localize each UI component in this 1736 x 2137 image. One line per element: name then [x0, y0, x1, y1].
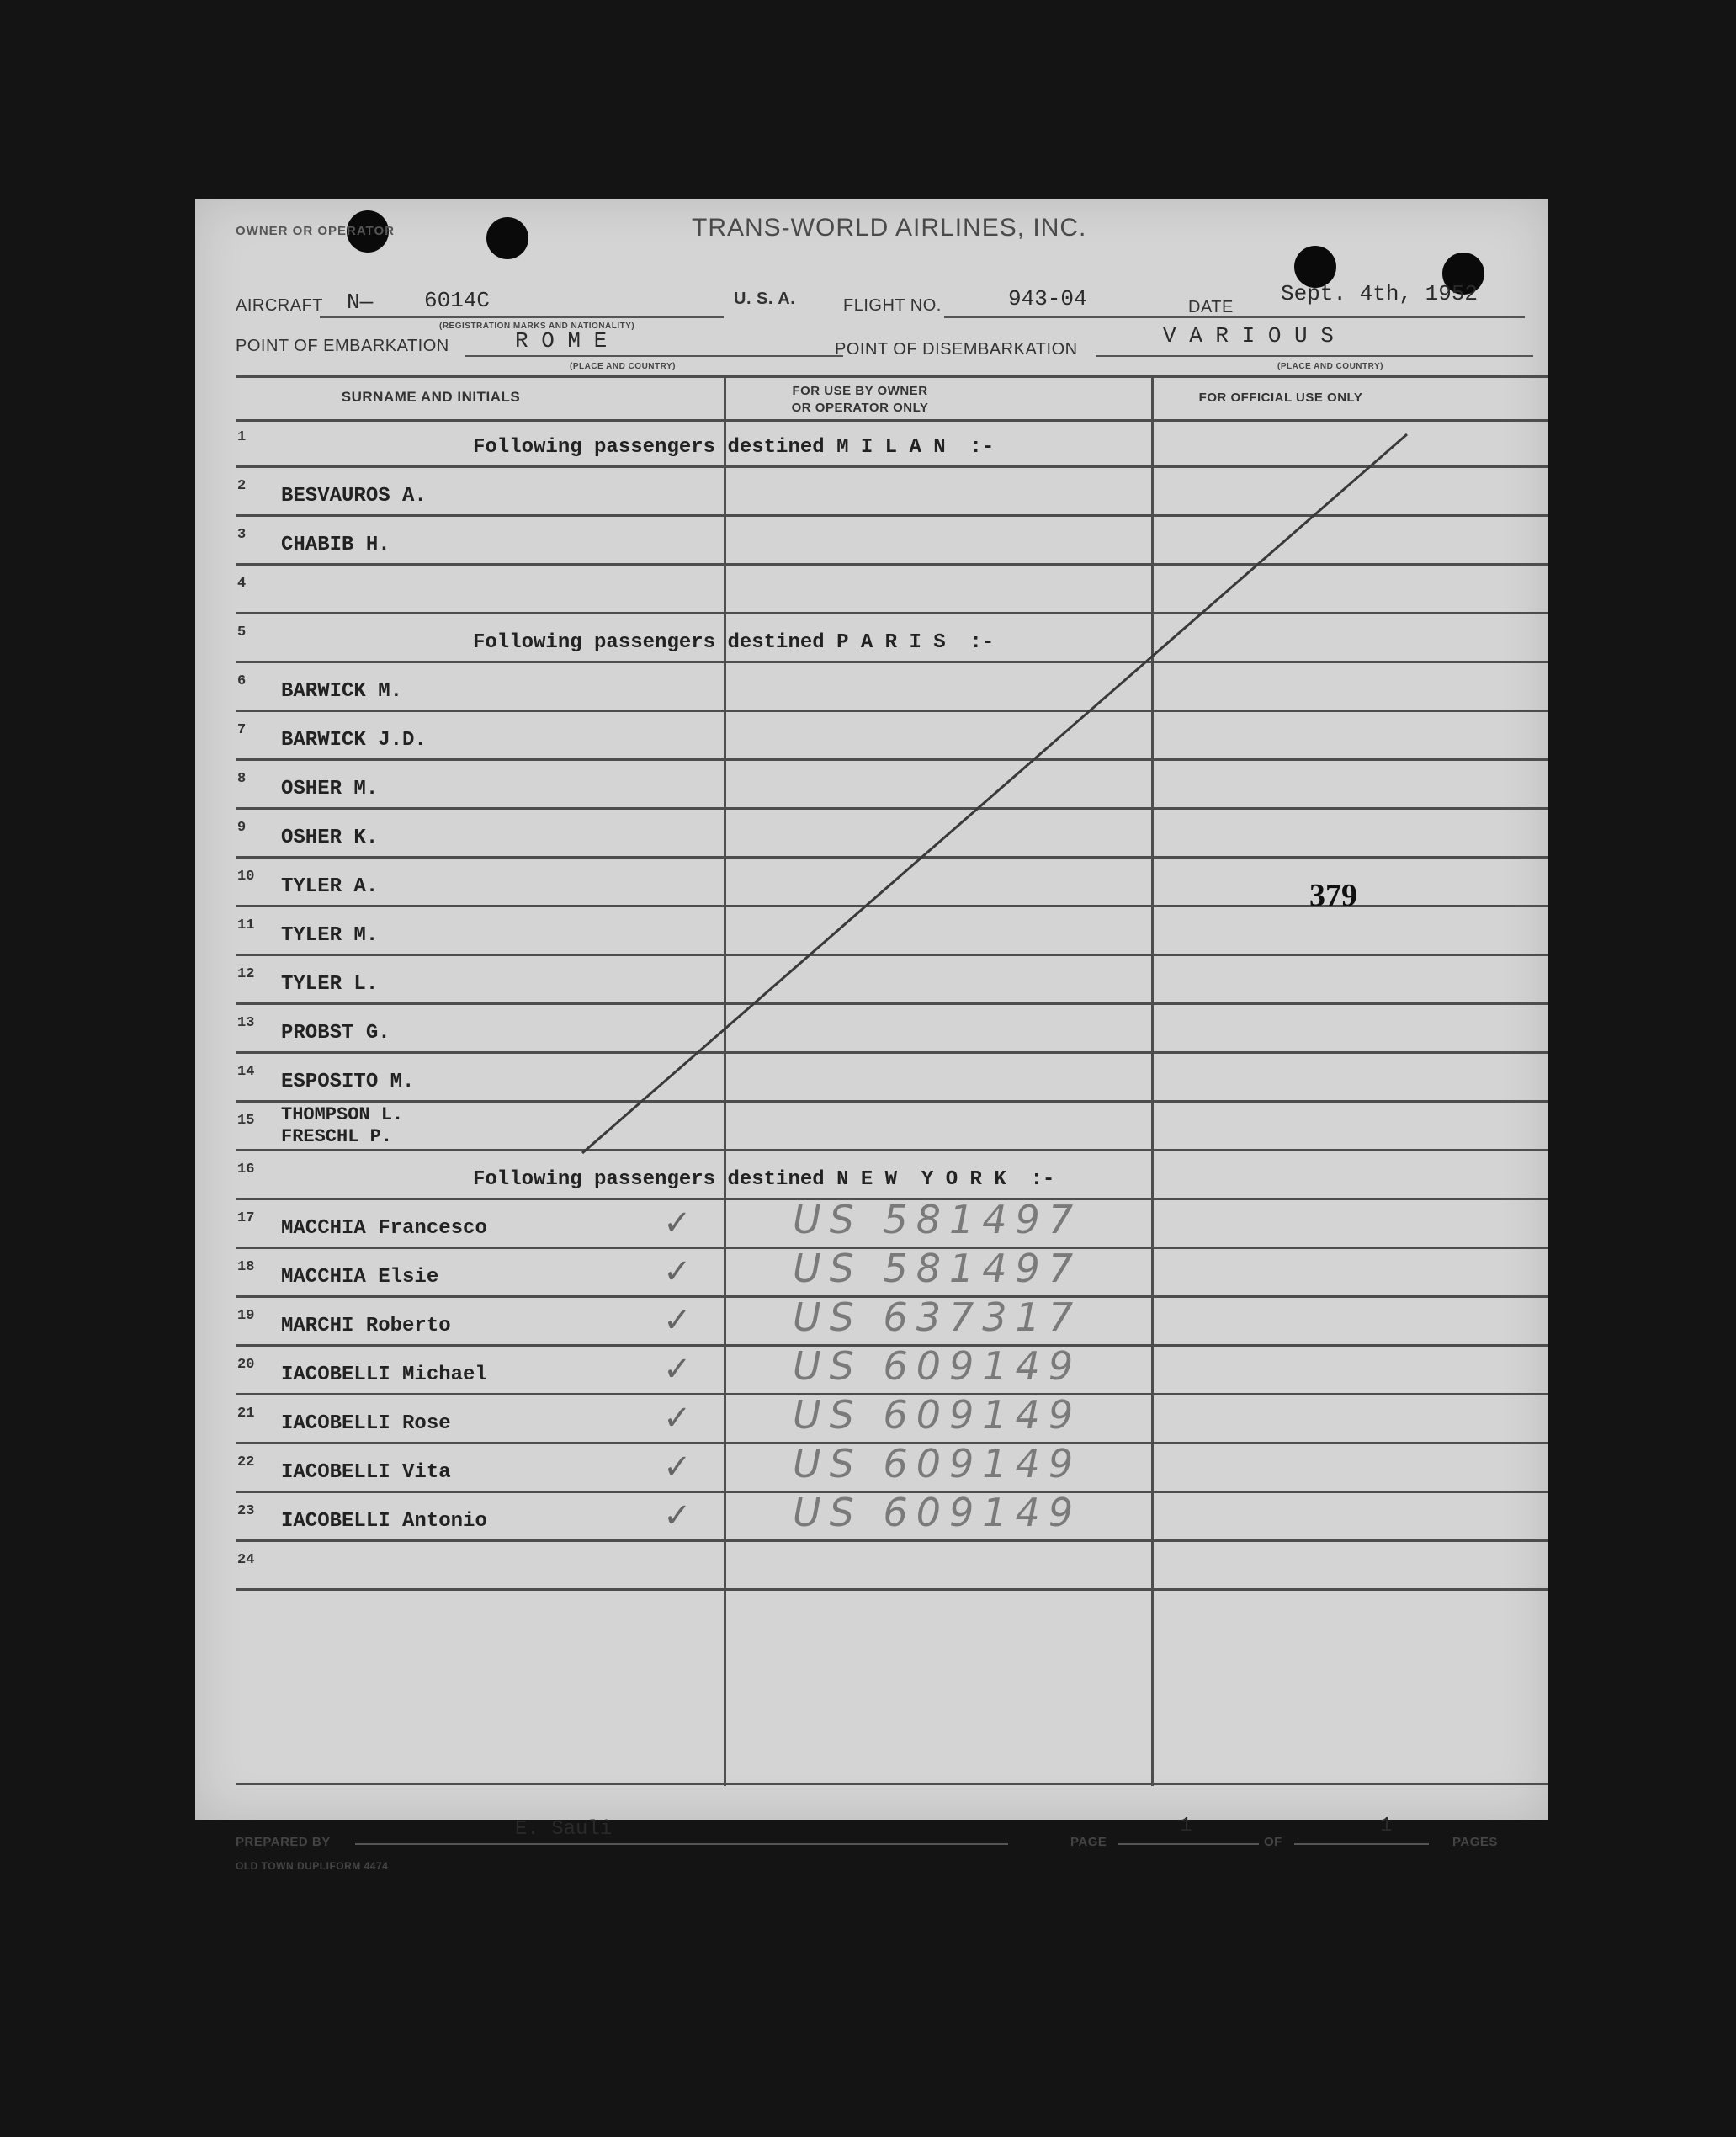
row-number: 12 [237, 966, 255, 982]
row-number: 2 [237, 478, 247, 494]
passenger-entry: Following passengers destined M I L A N :- [473, 436, 995, 459]
table-bottom-rule [236, 1783, 1548, 1785]
airline-name: TRANS-WORLD AIRLINES, INC. [692, 214, 1087, 242]
place-note-right: (PLACE AND COUNTRY) [1277, 362, 1383, 371]
checkmark: ✓ [663, 1399, 692, 1438]
passenger-entry: MACCHIA Francesco [281, 1217, 487, 1240]
passenger-entry: TYLER L. [281, 973, 379, 996]
checkmark: ✓ [663, 1350, 692, 1389]
pages-underline [1294, 1843, 1429, 1845]
passenger-entry: ESPOSITO M. [281, 1071, 415, 1093]
row-number: 3 [237, 527, 247, 543]
handwritten-visa-number: US 581497 [793, 1197, 1082, 1242]
row-number: 16 [237, 1162, 255, 1177]
disembarkation-value: V A R I O U S [1163, 323, 1334, 348]
row-number: 18 [237, 1259, 255, 1275]
passenger-entry: Following passengers destined P A R I S :- [473, 631, 995, 654]
row-number: 15 [237, 1113, 255, 1129]
row-number: 19 [237, 1308, 255, 1324]
passenger-entry: IACOBELLI Antonio [281, 1510, 487, 1533]
aircraft-label: AIRCRAFT [236, 296, 323, 315]
cancellation-slash [195, 199, 1548, 1820]
handwritten-visa-number: US 609149 [793, 1392, 1082, 1438]
checkmark: ✓ [663, 1448, 692, 1486]
embarkation-label: POINT OF EMBARKATION [236, 337, 449, 355]
row-number: 9 [237, 820, 247, 836]
col-header-official: FOR OFFICIAL USE ONLY [1198, 391, 1363, 405]
row-number: 20 [237, 1357, 255, 1373]
passenger-entry: MARCHI Roberto [281, 1315, 451, 1337]
row-number: 1 [237, 429, 247, 445]
checkmark: ✓ [663, 1252, 692, 1291]
passenger-entry: MACCHIA Elsie [281, 1266, 439, 1289]
row-number: 24 [237, 1552, 255, 1568]
pages-label: PAGES [1452, 1835, 1498, 1849]
prepared-by: E. Sauli [515, 1818, 613, 1841]
row-number: 14 [237, 1064, 255, 1080]
passenger-entry: IACOBELLI Rose [281, 1412, 451, 1435]
passenger-entry: IACOBELLI Michael [281, 1364, 487, 1386]
passenger-entry: CHABIB H. [281, 534, 390, 556]
row-number: 22 [237, 1454, 255, 1470]
row-number: 7 [237, 722, 247, 738]
handwritten-visa-number: US 609149 [793, 1490, 1082, 1535]
passenger-entry: THOMPSON L. FRESCHL P. [281, 1104, 404, 1147]
date-label: DATE [1188, 298, 1234, 316]
passenger-entry: PROBST G. [281, 1022, 390, 1045]
col-header-owner-line1: FOR USE BY OWNER [792, 384, 928, 398]
checkmark: ✓ [663, 1204, 692, 1242]
embarkation-value: R O M E [515, 328, 608, 354]
passenger-entry: BESVAUROS A. [281, 485, 427, 508]
form-id: OLD TOWN DUPLIFORM 4474 [236, 1860, 389, 1872]
country: U. S. A. [734, 290, 796, 308]
passenger-entry: IACOBELLI Vita [281, 1461, 451, 1484]
row-number: 6 [237, 673, 247, 689]
handwritten-visa-number: US 581497 [793, 1246, 1082, 1291]
place-note-left: (PLACE AND COUNTRY) [570, 362, 676, 371]
col-header-name: SURNAME AND INITIALS [341, 389, 521, 405]
row-number: 10 [237, 869, 255, 885]
row-number: 21 [237, 1406, 255, 1422]
col-header-owner-line2: OR OPERATOR ONLY [791, 401, 929, 415]
row-number: 11 [237, 917, 255, 933]
date-value: Sept. 4th, 1952 [1281, 281, 1479, 306]
row-number: 13 [237, 1015, 255, 1031]
passenger-entry: BARWICK M. [281, 680, 403, 703]
checkmark: ✓ [663, 1496, 692, 1535]
page-number: 1 [1180, 1815, 1192, 1837]
row-number: 5 [237, 625, 247, 641]
handwritten-visa-number: US 609149 [793, 1441, 1082, 1486]
row-number: 23 [237, 1503, 255, 1519]
page-underline [1118, 1843, 1259, 1845]
aircraft-prefix: N— [347, 290, 374, 315]
prepared-label: PREPARED BY [236, 1835, 331, 1849]
flight-label: FLIGHT NO. [843, 296, 942, 315]
passenger-entry: TYLER M. [281, 924, 379, 947]
passenger-entry: TYLER A. [281, 875, 379, 898]
passenger-entry: OSHER K. [281, 827, 379, 849]
owner-label: OWNER OR OPERATOR [236, 224, 395, 238]
official-stamp: 379 [1309, 878, 1357, 913]
passenger-entry: BARWICK J.D. [281, 729, 427, 752]
row-number: 8 [237, 771, 247, 787]
handwritten-visa-number: US 637317 [793, 1294, 1082, 1340]
of-label: OF [1264, 1835, 1282, 1849]
handwritten-visa-number: US 609149 [793, 1343, 1082, 1389]
registration-note: (REGISTRATION MARKS AND NATIONALITY) [439, 322, 635, 331]
flight-number: 943-04 [1008, 286, 1087, 311]
page-total: 1 [1380, 1815, 1393, 1837]
checkmark: ✓ [663, 1301, 692, 1340]
prepared-underline [355, 1843, 1008, 1845]
disembarkation-label: POINT OF DISEMBARKATION [835, 340, 1078, 359]
passenger-entry: Following passengers destined N E W Y O R K :- [473, 1168, 1055, 1191]
passenger-entry: OSHER M. [281, 778, 379, 800]
manifest-sheet [195, 199, 1548, 1872]
page-label: PAGE [1070, 1835, 1107, 1849]
row-number: 4 [237, 576, 247, 592]
row-number: 17 [237, 1210, 255, 1226]
aircraft-number: 6014C [424, 288, 491, 313]
